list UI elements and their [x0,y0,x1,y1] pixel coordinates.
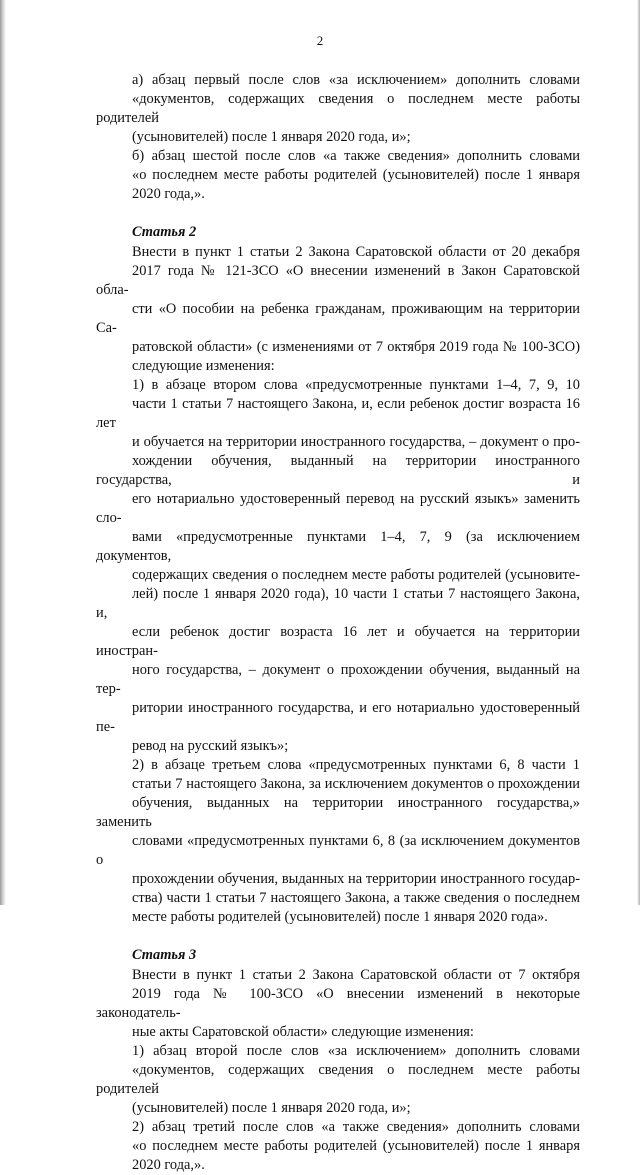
scan-edge-left [0,0,6,905]
text-line: вами «предусмотренные пунктами 1–4, 7, 9 (за исключением документов, [96,529,580,564]
paragraph [96,1118,580,1175]
paragraph [96,1042,580,1118]
text-line: 1) в абзаце втором слова «предусмотренные пунктами 1–4, 7, 9, 10 [132,377,580,393]
paragraph [96,71,580,147]
text-line: ревод на русский языкъ»; [132,738,289,754]
text-line: 2017 года № 121-ЗСО «О внесении изменений в Закон Саратовской обла- [96,263,580,298]
text-line: если ребенок достиг возраста 16 лет и обучается на территории иностран- [96,624,580,659]
article-heading: Статья 3 [132,947,197,963]
text-line: ного государства, – документ о прохождении обучения, выданный на тер- [96,662,580,697]
page-number: 2 [316,33,324,48]
text-line: а) абзац первый после слов «за исключением» дополнить словами [132,72,580,88]
text-line: лей) после 1 января 2020 года), 10 части 1 статьи 7 настоящего Закона, и, [96,586,580,621]
paragraph [96,147,580,204]
text-line: 1) абзац второй после слов «за исключением» дополнить словами [132,1043,580,1059]
text-line: ные акты Саратовской области» следующие изменения: [132,1024,474,1040]
text-line: сти «О пособии на ребенка гражданам, проживающим на территории Са- [96,301,580,336]
paragraph [96,966,580,1042]
text-line: 2020 года,». [132,186,205,202]
text-line: ратовской области» (с изменениями от 7 октября 2019 года № 100-ЗСО) [132,339,580,355]
paragraph [96,376,580,756]
text-line: и обучается на территории иностранного государства, – документ о про- [132,434,580,450]
text-line: «о последнем месте работы родителей (усыновителей) после 1 января [132,1138,580,1154]
text-line: 2019 года № 100-ЗСО «О внесении изменений в некоторые законодатель- [96,986,580,1021]
text-line: следующие изменения: [132,358,275,374]
text-line: «документов, содержащих сведения о последнем месте работы родителей [96,91,580,126]
text-line: ритории иностранного государства, и его нотариально удостоверенный пе- [96,700,580,735]
paragraph [96,243,580,376]
text-line: «о последнем месте работы родителей (усыновителей) после 1 января [132,167,580,183]
text-line: содержащих сведения о последнем месте работы родителей (усыновите- [132,567,580,583]
text-line: Внести в пункт 1 статьи 2 Закона Саратовской области от 7 октября [132,967,580,983]
paragraph [96,756,580,927]
article-heading: Статья 2 [132,224,197,240]
text-line: хождении обучения, выданный на территории иностранного государства, и [96,453,580,488]
text-line: Внести в пункт 1 статьи 2 Закона Саратовской области от 20 декабря [132,244,580,260]
text-line: месте работы родителей (усыновителей) после 1 января 2020 года». [132,909,548,925]
text-line: (усыновителей) после 1 января 2020 года, и»; [132,1100,411,1116]
text-line: ства) части 1 статьи 7 настоящего Закона, а также сведения о последнем [132,890,580,906]
text-line: статьи 7 настоящего Закона, за исключением документов о прохождении [132,776,580,792]
document-body [96,71,580,1175]
text-line: части 1 статьи 7 настоящего Закона, и, если ребенок достиг возраста 16 лет [96,396,580,431]
text-line: б) абзац шестой после слов «а также сведения» дополнить словами [132,148,580,164]
text-line: обучения, выданных на территории иностранного государства,» заменить [96,795,580,830]
text-line: 2020 года,». [132,1157,205,1173]
text-line: прохождении обучения, выданных на территории иностранного государ- [132,871,580,887]
text-line: его нотариально удостоверенный перевод на русский языкъ» заменить сло- [96,491,580,526]
text-line: 2) абзац третий после слов «а также сведения» дополнить словами [132,1119,580,1135]
text-line: (усыновителей) после 1 января 2020 года, и»; [132,129,411,145]
text-line: 2) в абзаце третьем слова «предусмотренных пунктами 6, 8 части 1 [132,757,580,773]
text-line: «документов, содержащих сведения о последнем месте работы родителей [96,1062,580,1097]
text-line: словами «предусмотренных пунктами 6, 8 (за исключением документов о [96,833,580,868]
